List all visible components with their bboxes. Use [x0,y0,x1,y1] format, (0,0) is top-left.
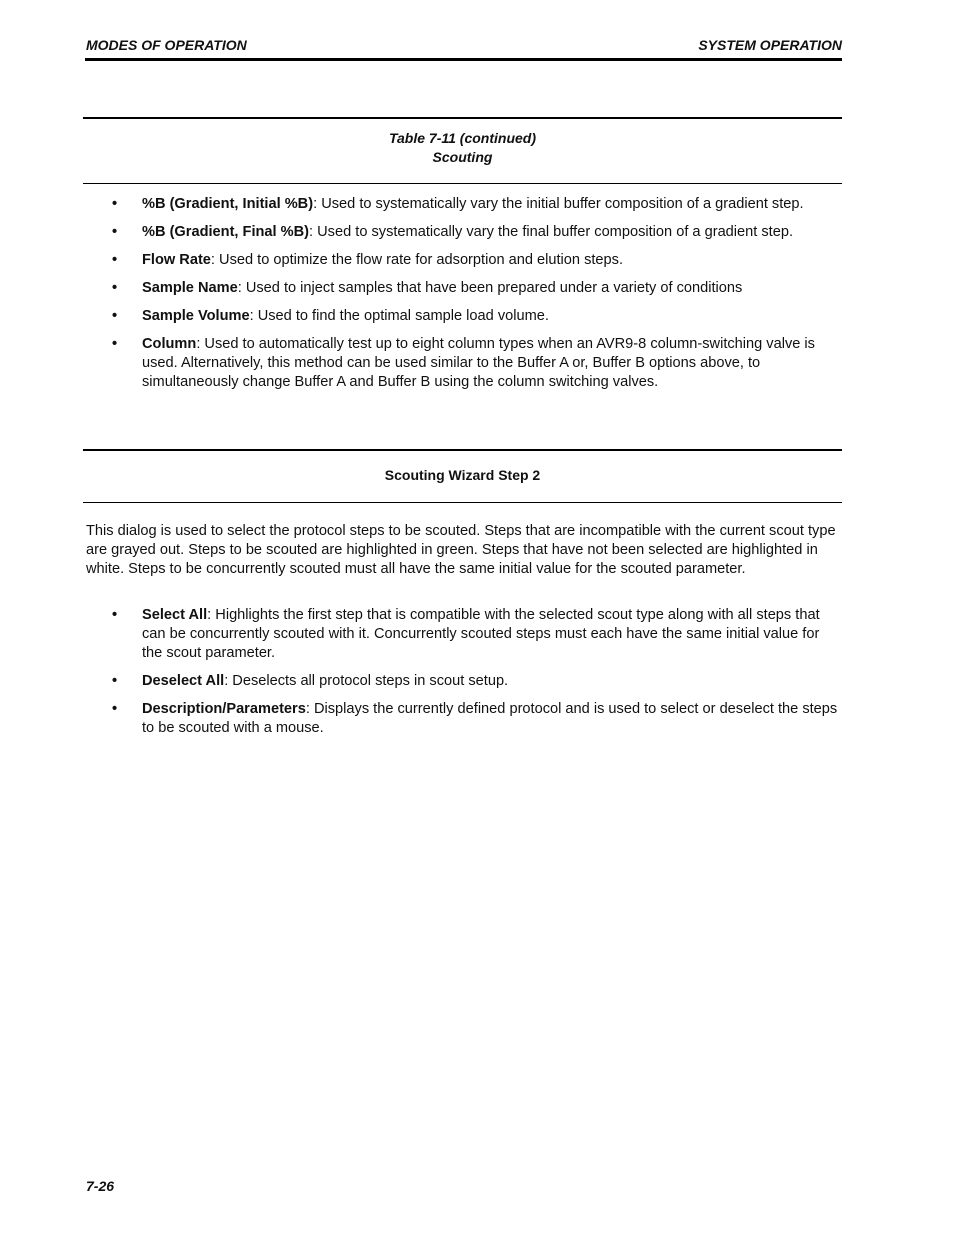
bullet-icon: • [112,308,118,324]
item-term: Column [142,336,197,352]
bullet-icon: • [112,673,118,689]
section-header-rule [83,502,842,503]
list-item [0,195,839,214]
list-item [0,672,839,691]
table-header-rule [83,183,842,184]
item-term: %B (Gradient, Final %B) [142,224,310,240]
bullet-icon: • [112,252,118,268]
item-description: : Used to automatically test up to eight column types when an AVR9-8 column-switching valve is used. Alternatively, this method can be used similar to the Buffer A or, Buffer B options above, to simultaneously change Buffer A and Buffer B using the column switching valves. [142,336,815,390]
header-chapter-title: MODES OF OPERATION [86,37,247,53]
wizard-description: This dialog is used to select the protocol steps to be scouted. Steps that are incompatible with the current scout type are grayed out. Steps to be scouted are highlighted in green. Steps that have not been selected are highlighted in white. Steps to be concurrently scouted must all have the same initial value for the scouted parameter. [86,523,836,577]
wizard-controls-list [0,606,839,747]
list-item [0,279,839,298]
item-term: Deselect All [142,673,225,689]
bullet-icon: • [112,607,118,623]
item-description: : Used to find the optimal sample load volume. [249,308,549,324]
item-description: : Used to optimize the flow rate for adsorption and elution steps. [210,252,624,268]
header-section-title: SYSTEM OPERATION [698,37,842,53]
list-item [0,700,839,738]
item-description: : Highlights the first step that is compatible with the selected scout type along with all steps that can be concurrently scouted with it. Concurrently scouted steps must each have the same initial value for the scout parameter. [142,607,820,661]
scouting-options-list [0,195,839,401]
table-caption [83,129,842,167]
item-description: : Displays the currently defined protocol and is used to select or deselect the steps to be scouted with a mouse. [142,701,838,736]
list-item [0,307,839,326]
item-description: : Used to systematically vary the initial buffer composition of a gradient step. [313,196,804,212]
bullet-icon: • [112,336,118,352]
table-number: Table 7-11 (continued) [388,130,536,146]
item-term: Description/Parameters [142,701,306,717]
item-term: Sample Volume [142,308,250,324]
item-description: : Deselects all protocol steps in scout setup. [224,673,509,689]
bullet-icon: • [112,701,118,717]
item-description: : Used to systematically vary the final buffer composition of a gradient step. [309,224,794,240]
table-top-rule [83,117,842,119]
section-title: Scouting Wizard Step 2 [384,467,541,483]
bullet-icon: • [112,224,118,240]
item-term: Flow Rate [142,252,211,268]
list-item [0,251,839,270]
page-number: 7-26 [86,1178,115,1194]
bullet-icon: • [112,196,118,212]
list-item [0,606,839,663]
item-description: : Used to inject samples that have been prepared under a variety of conditions [237,280,743,296]
page-header [85,36,842,61]
item-term: Select All [142,607,208,623]
item-term: Sample Name [142,280,238,296]
table-title: Scouting [432,149,493,165]
item-term: %B (Gradient, Initial %B) [142,196,314,212]
section-top-rule [83,449,842,451]
list-item [0,223,839,242]
list-item [0,335,839,392]
bullet-icon: • [112,280,118,296]
